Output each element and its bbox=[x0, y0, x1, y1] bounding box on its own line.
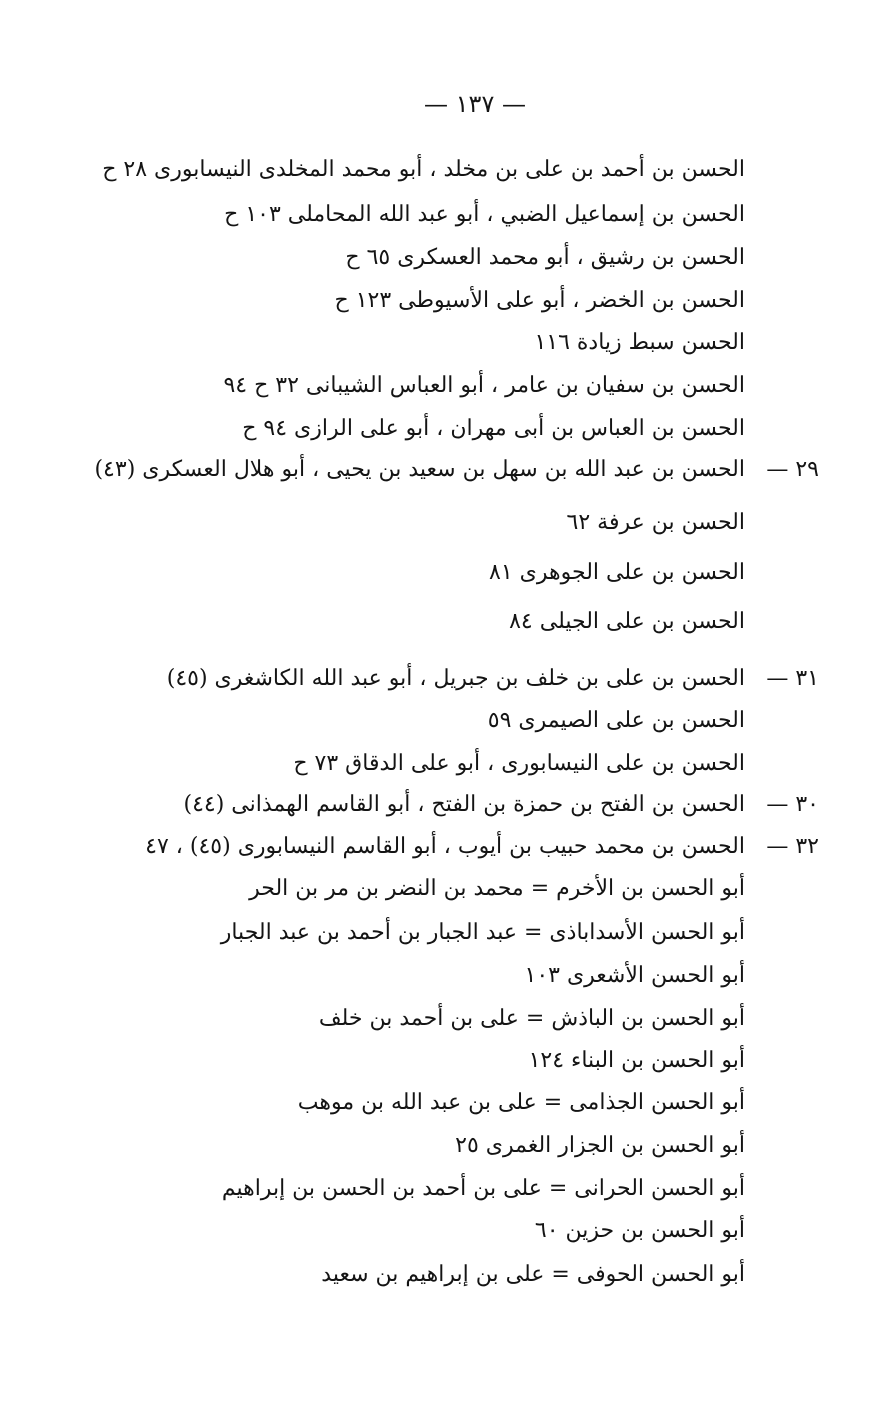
index-entry: أبو الحسن الحوفى = على بن إبراهيم بن سعيد bbox=[321, 1262, 745, 1287]
index-entry: الحسن بن على النيسابورى ، أبو على الدقاق ٧٣ ح bbox=[293, 751, 745, 776]
page-number: — ١٣٧ — bbox=[424, 90, 526, 118]
entry-number: ٣٢ — bbox=[766, 834, 819, 859]
index-entry: الحسن بن سفيان بن عامر ، أبو العباس الشيبانى ٣٢ ح ٩٤ bbox=[223, 373, 745, 398]
index-entry: الحسن بن على بن خلف بن جبريل ، أبو عبد الله الكاشغرى (٤٥) bbox=[166, 666, 745, 691]
index-entry: أبو الحسن الأسداباذى = عبد الجبار بن أحمد بن عبد الجبار bbox=[220, 920, 745, 945]
entry-number: ٣١ — bbox=[766, 666, 819, 691]
index-entry: الحسن بن على الجيلى ٨٤ bbox=[509, 609, 745, 634]
index-entry: الحسن بن العباس بن أبى مهران ، أبو على الرازى ٩٤ ح bbox=[242, 416, 745, 441]
index-entry: أبو الحسن بن الباذش = على بن أحمد بن خلف bbox=[318, 1006, 745, 1031]
index-entry: أبو الحسن بن حزين ٦٠ bbox=[534, 1218, 745, 1243]
index-entry: الحسن بن على الصيمرى ٥٩ bbox=[487, 708, 745, 733]
index-entry: الحسن بن على الجوهرى ٨١ bbox=[489, 560, 745, 585]
index-entry: أبو الحسن بن الأخرم = محمد بن النضر بن مر بن الحر bbox=[249, 876, 745, 901]
index-entry: الحسن بن إسماعيل الضبي ، أبو عبد الله المحاملى ١٠٣ ح bbox=[224, 202, 745, 227]
index-entry: الحسن بن الخضر ، أبو على الأسيوطى ١٢٣ ح bbox=[334, 288, 745, 313]
index-entry: الحسن بن عبد الله بن سهل بن سعيد بن يحيى ، أبو هلال العسكرى (٤٣) bbox=[94, 457, 745, 482]
index-entry: أبو الحسن الحرانى = على بن أحمد بن الحسن بن إبراهيم bbox=[221, 1176, 745, 1201]
index-entry: الحسن بن أحمد بن على بن مخلد ، أبو محمد المخلدى النيسابورى ٢٨ ح bbox=[102, 157, 745, 182]
index-entry: أبو الحسن الأشعرى ١٠٣ bbox=[524, 963, 745, 988]
index-entry: الحسن بن رشيق ، أبو محمد العسكرى ٦٥ ح bbox=[345, 245, 745, 270]
index-entry: أبو الحسن الجذامى = على بن عبد الله بن موهب bbox=[297, 1090, 745, 1115]
index-entry: أبو الحسن بن الجزار الغمرى ٢٥ bbox=[455, 1133, 745, 1158]
index-entry: أبو الحسن بن البناء ١٢٤ bbox=[528, 1048, 745, 1073]
index-entry: الحسن بن عرفة ٦٢ bbox=[566, 510, 745, 535]
index-entry: الحسن بن محمد حبيب بن أيوب ، أبو القاسم النيسابورى (٤٥) ، ٤٧ bbox=[145, 834, 745, 859]
index-entry: الحسن بن الفتح بن حمزة بن الفتح ، أبو القاسم الهمذانى (٤٤) bbox=[183, 792, 745, 817]
entry-number: ٣٠ — bbox=[766, 792, 819, 817]
entry-number: ٢٩ — bbox=[766, 457, 819, 482]
index-entry: الحسن سبط زيادة ١١٦ bbox=[534, 330, 745, 355]
